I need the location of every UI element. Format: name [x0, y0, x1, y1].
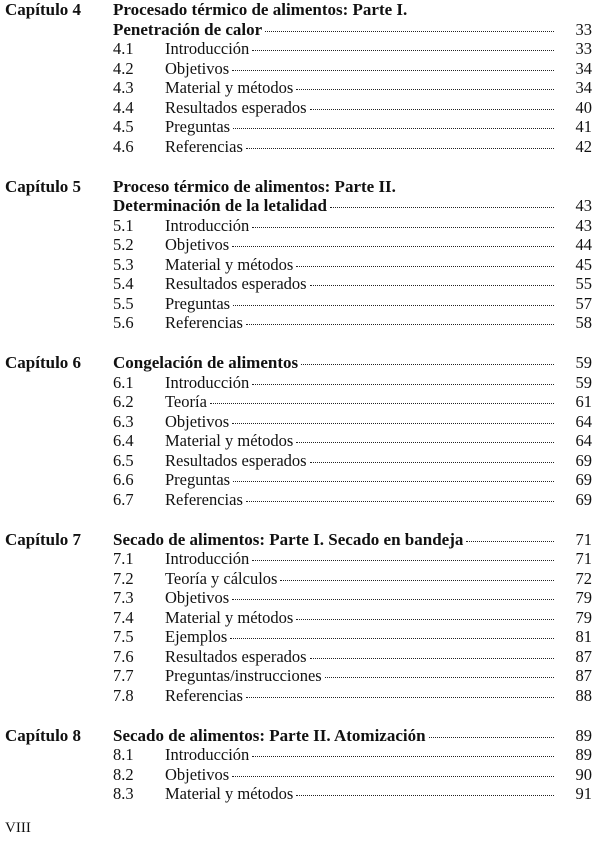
page-number: 79: [575, 588, 592, 607]
chapter-label: Capítulo 4: [5, 0, 82, 19]
section-title: Material y métodos: [165, 254, 294, 274]
section-number: 4.3: [113, 78, 134, 97]
dot-leader: [252, 227, 554, 228]
chapter-heading[interactable]: [0, 353, 600, 373]
section-number: 7.4: [113, 607, 134, 627]
page-number: 33: [575, 39, 592, 58]
dot-leader: [325, 677, 554, 678]
page-number: 71: [575, 529, 592, 549]
dot-leader: [233, 481, 554, 482]
section-title: Resultados esperados: [165, 450, 307, 470]
section-number: 8.3: [113, 784, 134, 803]
toc-entry[interactable]: [0, 59, 600, 79]
section-number: 6.4: [113, 431, 134, 450]
chapter-title: Proceso térmico de alimentos: Parte II.: [113, 176, 396, 196]
chapter-title-line2: Determinación de la letalidad: [113, 196, 327, 215]
page-number: 59: [575, 372, 592, 392]
toc-entry[interactable]: [0, 745, 600, 765]
dot-leader: [232, 423, 554, 424]
chapter-title: Secado de alimentos: Parte I. Secado en bandeja: [113, 529, 464, 549]
chapter-heading: [0, 177, 600, 197]
section-number: 7.2: [113, 568, 134, 588]
section-title: Preguntas: [165, 117, 231, 136]
dot-leader: [466, 541, 554, 542]
dot-leader: [246, 324, 554, 325]
dot-leader: [232, 776, 554, 777]
section-number: 6.3: [113, 411, 134, 431]
section-number: 8.2: [113, 764, 134, 784]
dot-leader: [232, 599, 554, 600]
page-number: 88: [575, 685, 592, 705]
toc-entry[interactable]: [0, 313, 600, 333]
section-number: 5.4: [113, 274, 134, 293]
toc-entry[interactable]: [0, 784, 600, 804]
dot-leader: [252, 560, 554, 561]
toc-entry[interactable]: [0, 470, 600, 490]
page-number: 69: [575, 489, 592, 509]
page-number: 34: [575, 58, 592, 78]
section-title: Objetivos: [165, 588, 230, 607]
toc-entry[interactable]: [0, 255, 600, 275]
page-number: 91: [575, 784, 592, 803]
toc-entry[interactable]: [0, 392, 600, 412]
page-number: 72: [575, 568, 592, 588]
page-number: 64: [575, 411, 592, 431]
dot-leader: [246, 697, 554, 698]
section-title: Material y métodos: [165, 431, 294, 450]
section-number: 6.6: [113, 470, 134, 489]
chapter-block: [0, 177, 600, 333]
dot-leader: [252, 756, 554, 757]
chapter-label: Capítulo 8: [5, 725, 82, 745]
section-number: 4.4: [113, 97, 134, 117]
toc-entry[interactable]: [0, 765, 600, 785]
page-number: 61: [575, 392, 592, 411]
section-number: 4.6: [113, 136, 134, 156]
chapter-label: Capítulo 7: [5, 529, 82, 549]
chapter-block: [0, 353, 600, 509]
page-number: 55: [575, 274, 592, 293]
toc-entry[interactable]: [0, 490, 600, 510]
chapter-block: [0, 726, 600, 804]
section-number: 6.2: [113, 392, 134, 411]
page-number: 87: [575, 646, 592, 666]
dot-leader: [296, 619, 554, 620]
dot-leader: [310, 285, 554, 286]
dot-leader: [310, 462, 554, 463]
dot-leader: [230, 638, 554, 639]
toc-entry[interactable]: [0, 98, 600, 118]
dot-leader: [265, 31, 554, 32]
section-title: Preguntas: [165, 470, 231, 489]
chapter-title-continuation[interactable]: [0, 196, 600, 216]
page-number: 64: [575, 431, 592, 450]
dot-leader: [246, 148, 554, 149]
dot-leader: [246, 501, 554, 502]
dot-leader: [296, 266, 554, 267]
dot-leader: [232, 246, 554, 247]
section-number: 5.6: [113, 313, 134, 332]
page-number: 40: [575, 97, 592, 117]
toc-entry[interactable]: [0, 39, 600, 59]
section-number: 8.1: [113, 745, 134, 764]
toc-entry[interactable]: [0, 235, 600, 255]
section-number: 7.8: [113, 685, 134, 705]
page-number: 69: [575, 470, 592, 489]
section-number: 6.7: [113, 489, 134, 509]
section-title: Resultados esperados: [165, 274, 307, 293]
dot-leader: [301, 364, 554, 365]
section-title: Introducción: [165, 372, 250, 392]
section-title: Referencias: [165, 685, 243, 705]
page-number: 43: [575, 196, 592, 215]
toc-entry[interactable]: [0, 666, 600, 686]
toc-entry[interactable]: [0, 627, 600, 647]
dot-leader: [233, 128, 554, 129]
dot-leader: [310, 658, 554, 659]
section-title: Objetivos: [165, 235, 230, 254]
dot-leader: [310, 109, 554, 110]
dot-leader: [429, 737, 554, 738]
page-number: 89: [575, 745, 592, 764]
page-number: 57: [575, 293, 592, 313]
toc-entry[interactable]: [0, 216, 600, 236]
chapter-heading[interactable]: [0, 530, 600, 550]
page-number: 89: [575, 725, 592, 745]
section-number: 6.5: [113, 450, 134, 470]
section-number: 7.3: [113, 588, 134, 607]
section-number: 4.5: [113, 117, 134, 136]
section-number: 5.2: [113, 235, 134, 254]
toc-entry[interactable]: [0, 451, 600, 471]
page-folio: VIII: [5, 820, 31, 836]
dot-leader: [252, 50, 554, 51]
dot-leader: [252, 384, 554, 385]
section-title: Ejemplos: [165, 627, 228, 646]
page-number: 87: [575, 666, 592, 685]
dot-leader: [330, 207, 554, 208]
page-number: 44: [575, 235, 592, 254]
section-title: Introducción: [165, 215, 250, 235]
section-title: Introducción: [165, 745, 250, 764]
dot-leader: [296, 89, 554, 90]
toc-entry[interactable]: [0, 294, 600, 314]
page-number: 41: [575, 117, 592, 136]
chapter-heading: [0, 0, 600, 20]
section-title: Material y métodos: [165, 784, 294, 803]
toc-entry[interactable]: [0, 549, 600, 569]
page-number: 42: [575, 136, 592, 156]
section-number: 7.5: [113, 627, 134, 646]
chapter-title: Secado de alimentos: Parte II. Atomización: [113, 725, 426, 745]
section-number: 4.2: [113, 58, 134, 78]
section-title: Preguntas/instrucciones: [165, 666, 322, 685]
toc-entry[interactable]: [0, 117, 600, 137]
toc-entry[interactable]: [0, 78, 600, 98]
section-number: 6.1: [113, 372, 134, 392]
section-title: Referencias: [165, 489, 243, 509]
section-number: 5.5: [113, 293, 134, 313]
section-title: Introducción: [165, 39, 250, 58]
chapter-label: Capítulo 6: [5, 353, 82, 372]
page-number: 58: [575, 313, 592, 332]
page-number: 43: [575, 215, 592, 235]
section-title: Objetivos: [165, 764, 230, 784]
chapter-title: Congelación de alimentos: [113, 353, 299, 372]
page-number: 45: [575, 254, 592, 274]
chapter-title-line2: Penetración de calor: [113, 19, 263, 39]
page-number: 69: [575, 450, 592, 470]
section-title: Material y métodos: [165, 78, 294, 97]
dot-leader: [232, 70, 554, 71]
page-number: 79: [575, 607, 592, 627]
page-number: 71: [575, 549, 592, 568]
section-title: Teoría y cálculos: [165, 568, 278, 588]
dot-leader: [210, 403, 554, 404]
section-number: 5.1: [113, 215, 134, 235]
toc-entry[interactable]: [0, 647, 600, 667]
page-number: 59: [575, 353, 592, 372]
section-title: Material y métodos: [165, 607, 294, 627]
section-title: Resultados esperados: [165, 97, 307, 117]
chapter-title: Procesado térmico de alimentos: Parte I.: [113, 0, 408, 19]
section-number: 7.6: [113, 646, 134, 666]
section-title: Objetivos: [165, 411, 230, 431]
chapter-block: [0, 0, 600, 156]
chapter-heading[interactable]: [0, 726, 600, 746]
section-number: 7.1: [113, 549, 134, 568]
page-number: 34: [575, 78, 592, 97]
section-title: Teoría: [165, 392, 207, 411]
section-title: Objetivos: [165, 58, 230, 78]
page-number: 81: [575, 627, 592, 646]
page-number: 33: [575, 19, 592, 39]
chapter-block: [0, 530, 600, 706]
toc-entry[interactable]: [0, 137, 600, 157]
toc-entry[interactable]: [0, 412, 600, 432]
section-number: 7.7: [113, 666, 134, 685]
chapter-title-continuation[interactable]: [0, 20, 600, 40]
section-title: Preguntas: [165, 293, 231, 313]
toc-entry[interactable]: [0, 373, 600, 393]
section-title: Referencias: [165, 136, 243, 156]
toc-entry[interactable]: [0, 431, 600, 451]
toc-entry[interactable]: [0, 588, 600, 608]
section-number: 4.1: [113, 39, 134, 58]
toc-entry[interactable]: [0, 608, 600, 628]
section-number: 5.3: [113, 254, 134, 274]
dot-leader: [280, 580, 554, 581]
toc-entry[interactable]: [0, 569, 600, 589]
toc-entry[interactable]: [0, 274, 600, 294]
section-title: Resultados esperados: [165, 646, 307, 666]
dot-leader: [296, 442, 554, 443]
page-number: 90: [575, 764, 592, 784]
toc-entry[interactable]: [0, 686, 600, 706]
section-title: Referencias: [165, 313, 243, 332]
chapter-label: Capítulo 5: [5, 176, 82, 196]
dot-leader: [296, 795, 554, 796]
section-title: Introducción: [165, 549, 250, 568]
dot-leader: [233, 305, 554, 306]
